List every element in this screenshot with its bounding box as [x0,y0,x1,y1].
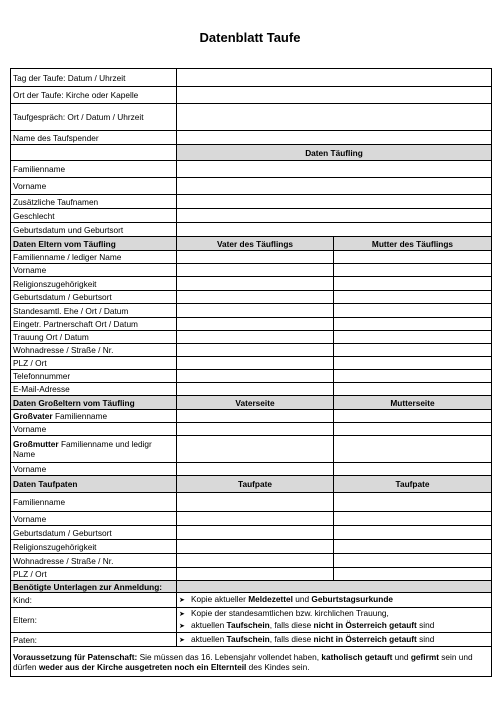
doc-text-part: Kopie aktueller [191,594,249,604]
documents-row-paten [11,633,492,647]
form-row [11,264,492,277]
form-row [11,251,492,264]
godparent2-input[interactable] [334,568,492,581]
maternal-column-header: Mutterseite [334,396,492,410]
documents-row-eltern [11,608,492,633]
note-bold: katholisch getauft [321,651,393,662]
form-row [11,410,492,423]
godparent2-input[interactable] [334,493,492,512]
godparent2-input[interactable] [334,540,492,554]
godparent1-input[interactable] [177,526,334,540]
row-label: Vorname [11,463,177,476]
godparent1-input[interactable] [177,568,334,581]
section-header-godparents [11,476,492,493]
input-cell[interactable] [177,223,492,237]
row-label: Vorname [11,264,177,277]
requirements-row [11,647,492,677]
godparent1-column-header: Taufpate [177,476,334,493]
arrow-icon: ➤ [179,597,185,604]
godparent-requirements-note [11,647,492,677]
father-input[interactable] [177,383,334,396]
father-input[interactable] [177,304,334,318]
form-row [11,370,492,383]
blank-cell [11,145,177,161]
doc-text-bold: Taufschein [226,633,270,644]
doc-text-eltern [177,608,492,633]
note-text: des Kindes sein. [246,661,310,672]
doc-text-part: Kopie der standesamtlichen bzw. kirchlichen Trauung, [191,608,389,618]
form-row [11,161,492,178]
godparent2-input[interactable] [334,512,492,526]
mother-input[interactable] [334,251,492,264]
form-row [11,344,492,357]
arrow-icon: ➤ [179,623,185,630]
row-label: Religionszugehörigkeit [11,277,177,291]
form-row [11,493,492,512]
input-cell[interactable] [177,209,492,223]
maternal-input[interactable] [334,410,492,423]
row-label: Geburtsdatum / Geburtsort [11,526,177,540]
grandmother-label: Großmutter [13,439,59,449]
row-label: Geburtsdatum / Geburtsort [11,291,177,304]
form-row [11,223,492,237]
row-label: Familienname [11,493,177,512]
mother-input[interactable] [334,357,492,370]
father-input[interactable] [177,357,334,370]
row-label: E-Mail-Adresse [11,383,177,396]
father-input[interactable] [177,370,334,383]
note-bold: gefirmt [410,651,439,662]
row-label: Eingetr. Partnerschaft Ort / Datum [11,318,177,331]
father-input[interactable] [177,331,334,344]
form-row [11,318,492,331]
godparent1-input[interactable] [177,493,334,512]
row-label: Geschlecht [11,209,177,223]
doc-text-bold: Geburtstagsurkunde [311,594,394,604]
form-row [11,87,492,104]
form-row [11,195,492,209]
input-cell[interactable] [177,69,492,87]
row-label: Name des Taufspender [11,131,177,145]
row-label: Vorname [11,512,177,526]
arrow-icon: ➤ [179,611,185,618]
doc-text-part: aktuellen [191,620,227,630]
doc-text-part: sind [416,633,435,644]
child-header: Daten Täufling [177,145,492,161]
form-row [11,463,492,476]
input-cell[interactable] [177,195,492,209]
doc-label-paten: Paten: [11,633,177,647]
father-input[interactable] [177,264,334,277]
mother-input[interactable] [334,318,492,331]
mother-input[interactable] [334,331,492,344]
page-title: Datenblatt Taufe [199,30,301,45]
form-row [11,291,492,304]
form-row [11,178,492,195]
paternal-input[interactable] [177,410,334,423]
section-header-child [11,145,492,161]
paternal-input[interactable] [177,463,334,476]
godparent1-input[interactable] [177,540,334,554]
godparent1-input[interactable] [177,512,334,526]
father-input[interactable] [177,251,334,264]
doc-text-kind [177,593,492,608]
form-row [11,423,492,436]
mother-input[interactable] [334,291,492,304]
doc-text-part: , falls diese [269,633,314,644]
maternal-input[interactable] [334,436,492,463]
input-cell[interactable] [177,104,492,131]
note-bold: weder aus der Kirche ausgetreten noch ein Elternteil [38,661,247,672]
doc-text-part: und [292,594,312,604]
row-label: Vorname [11,178,177,195]
mother-column-header: Mutter des Täuflings [334,237,492,251]
mother-input[interactable] [334,264,492,277]
row-label: Telefonnummer [11,370,177,383]
form-row [11,357,492,370]
input-cell[interactable] [177,131,492,145]
row-label: Geburtsdatum und Geburtsort [11,223,177,237]
father-input[interactable] [177,344,334,357]
paternal-input[interactable] [177,436,334,463]
row-label: Standesamtl. Ehe / Ort / Datum [11,304,177,318]
row-label: Familienname / lediger Name [11,251,177,264]
father-input[interactable] [177,318,334,331]
doc-label-eltern: Eltern: [11,608,177,633]
grandparents-header: Daten Großeltern vom Täufling [11,396,177,410]
father-column-header: Vater des Täuflings [177,237,334,251]
row-label [11,410,177,423]
row-label: Wohnadresse / Straße / Nr. [11,554,177,568]
doc-text-bold: nicht in Österreich getauft [313,620,417,630]
form-row [11,540,492,554]
note-text: und [392,651,411,662]
form-row [11,512,492,526]
section-header-grandparents [11,396,492,410]
input-cell[interactable] [177,87,492,104]
paternal-column-header: Vaterseite [177,396,334,410]
mother-input[interactable] [334,370,492,383]
doc-label-kind: Kind: [11,593,177,608]
row-label: Taufgespräch: Ort / Datum / Uhrzeit [11,104,177,131]
documents-header-row [11,581,492,593]
form-row [11,104,492,131]
form-row [11,568,492,581]
form-row [11,209,492,223]
grandfather-label-rest: Familienname [52,411,108,421]
doc-line [179,620,489,632]
row-label: PLZ / Ort [11,568,177,581]
doc-text-part: sind [416,620,435,630]
documents-row-kind [11,593,492,608]
row-label: PLZ / Ort [11,357,177,370]
form-row [11,131,492,145]
doc-text-bold: Meldezettel [248,594,293,604]
row-label: Trauung Ort / Datum [11,331,177,344]
doc-text-bold: nicht in Österreich getauft [313,633,417,644]
godparent2-input[interactable] [334,526,492,540]
doc-line [179,608,489,620]
note-text: sein und dürfen [13,651,473,672]
input-cell[interactable] [177,161,492,178]
form-row [11,277,492,291]
maternal-input[interactable] [334,423,492,436]
note-bold: Voraussetzung für Patenschaft: [13,651,138,662]
row-label: Vorname [11,423,177,436]
note-text: Sie müssen das 16. Lebensjahr vollendet haben, [137,651,322,662]
godparents-header: Daten Taufpaten [11,476,177,493]
doc-text-bold: Taufschein [226,620,270,630]
father-input[interactable] [177,277,334,291]
form-row [11,69,492,87]
form-row [11,383,492,396]
mother-input[interactable] [334,304,492,318]
row-label: Tag der Taufe: Datum / Uhrzeit [11,69,177,87]
form-row [11,554,492,568]
father-input[interactable] [177,291,334,304]
form-row [11,331,492,344]
arrow-icon: ➤ [179,636,185,644]
row-label: Familienname [11,161,177,178]
mother-input[interactable] [334,344,492,357]
section-header-parents [11,237,492,251]
form-row [11,304,492,318]
row-label: Ort der Taufe: Kirche oder Kapelle [11,87,177,104]
documents-header: Benötigte Unterlagen zur Anmeldung: [11,581,177,593]
form-row [11,526,492,540]
parents-header: Daten Eltern vom Täufling [11,237,177,251]
documents-header-fill [177,581,492,593]
godparent2-column-header: Taufpate [334,476,492,493]
doc-text-part: , falls diese [269,620,314,630]
godparent2-input[interactable] [334,554,492,568]
doc-text-paten [177,633,492,647]
mother-input[interactable] [334,277,492,291]
godparent1-input[interactable] [177,554,334,568]
input-cell[interactable] [177,178,492,195]
row-label: Wohnadresse / Straße / Nr. [11,344,177,357]
maternal-input[interactable] [334,463,492,476]
doc-text-part: aktuellen [191,633,227,644]
row-label: Zusätzliche Taufnamen [11,195,177,209]
mother-input[interactable] [334,383,492,396]
row-label: Religionszugehörigkeit [11,540,177,554]
baptism-form-table [10,68,492,677]
grandfather-label: Großvater [13,411,53,421]
row-label [11,436,177,463]
grandmother-label-rest: Familienname und ledigr Name [13,439,152,459]
paternal-input[interactable] [177,423,334,436]
form-row [11,436,492,463]
